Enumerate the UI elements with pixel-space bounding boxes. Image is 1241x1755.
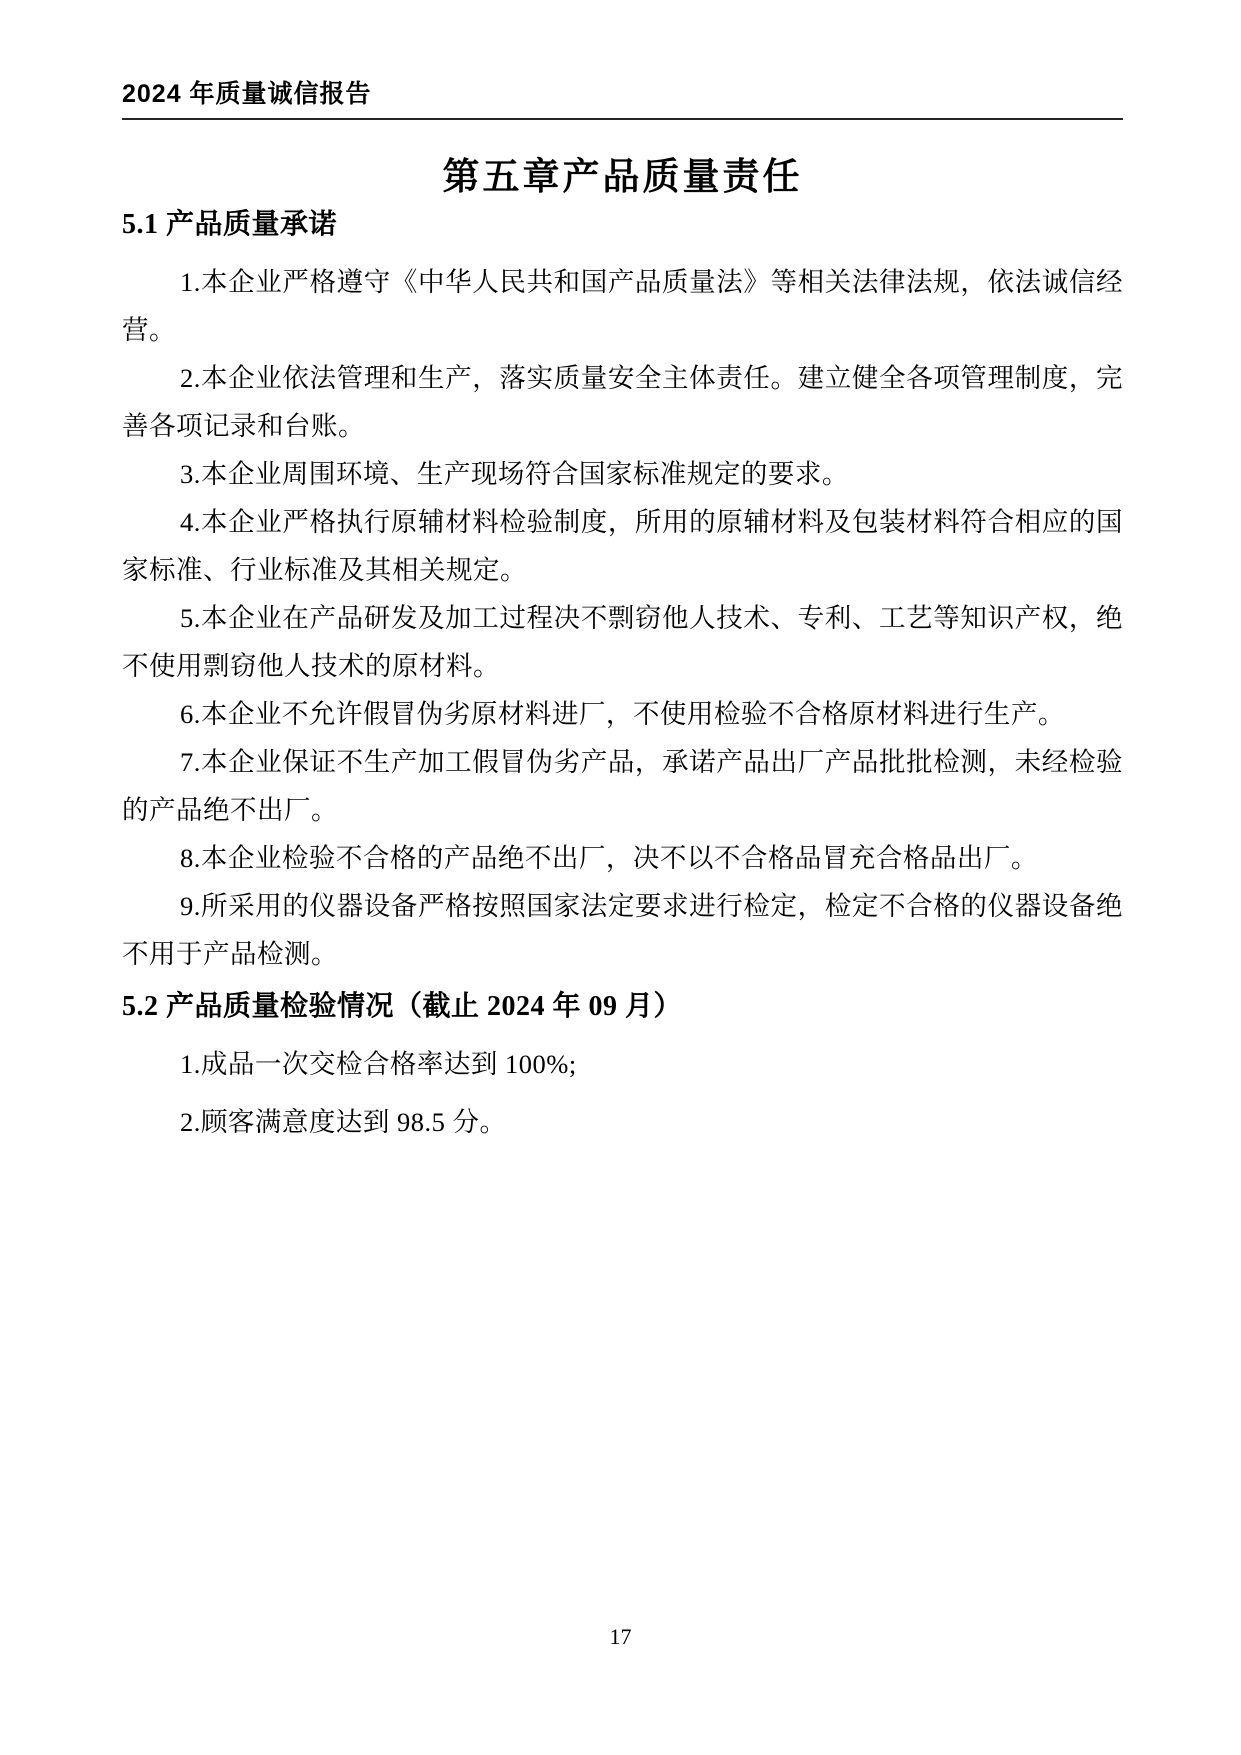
report-header-title: 2024 年质量诚信报告 — [122, 80, 372, 108]
chapter-title: 第五章产品质量责任 — [442, 156, 803, 197]
paragraph-no-plagiarism: 5.本企业在产品研发及加工过程决不剽窃他人技术、专利、工艺等知识产权，绝不使用剽窃他人技术的原材料。 — [122, 603, 1123, 681]
section-heading-5-2: 5.2 产品质量检验情况（截止 2024 年 09 月） — [122, 991, 683, 1022]
paragraph-no-fake-materials: 6.本企业不允许假冒伪劣原材料进厂，不使用检验不合格原材料进行生产。 — [180, 699, 1065, 729]
paragraph-management-responsibility: 2.本企业依法管理和生产，落实质量安全主体责任。建立健全各项管理制度，完善各项记录和台账。 — [122, 363, 1123, 441]
page-header — [122, 0, 1123, 120]
paragraph-raw-material-inspection: 4.本企业严格执行原辅材料检验制度，所用的原辅材料及包装材料符合相应的国家标准、行业标准及其相关规定。 — [122, 507, 1123, 585]
section-5-1-body — [122, 258, 1123, 978]
paragraph-no-fake-products: 7.本企业保证不生产加工假冒伪劣产品，承诺产品出厂产品批批检测，未经检验的产品绝不出厂。 — [122, 747, 1123, 825]
page-number: 17 — [609, 1624, 632, 1649]
paragraph-quality-law: 1.本企业严格遵守《中华人民共和国产品质量法》等相关法律法规，依法诚信经营。 — [122, 267, 1123, 345]
section-5-2-body — [122, 1040, 1123, 1146]
paragraph-pass-rate: 1.成品一次交检合格率达到 100%; — [180, 1049, 577, 1079]
section-heading-5-1: 5.1 产品质量承诺 — [122, 209, 338, 240]
paragraph-customer-satisfaction: 2.顾客满意度达到 98.5 分。 — [180, 1107, 507, 1137]
paragraph-environment-standard: 3.本企业周围环境、生产现场符合国家标准规定的要求。 — [180, 459, 849, 489]
paragraph-no-unqualified-shipment: 8.本企业检验不合格的产品绝不出厂，决不以不合格品冒充合格品出厂。 — [180, 843, 1038, 873]
paragraph-instrument-calibration: 9.所采用的仪器设备严格按照国家法定要求进行检定，检定不合格的仪器设备绝不用于产品检测。 — [122, 891, 1123, 969]
